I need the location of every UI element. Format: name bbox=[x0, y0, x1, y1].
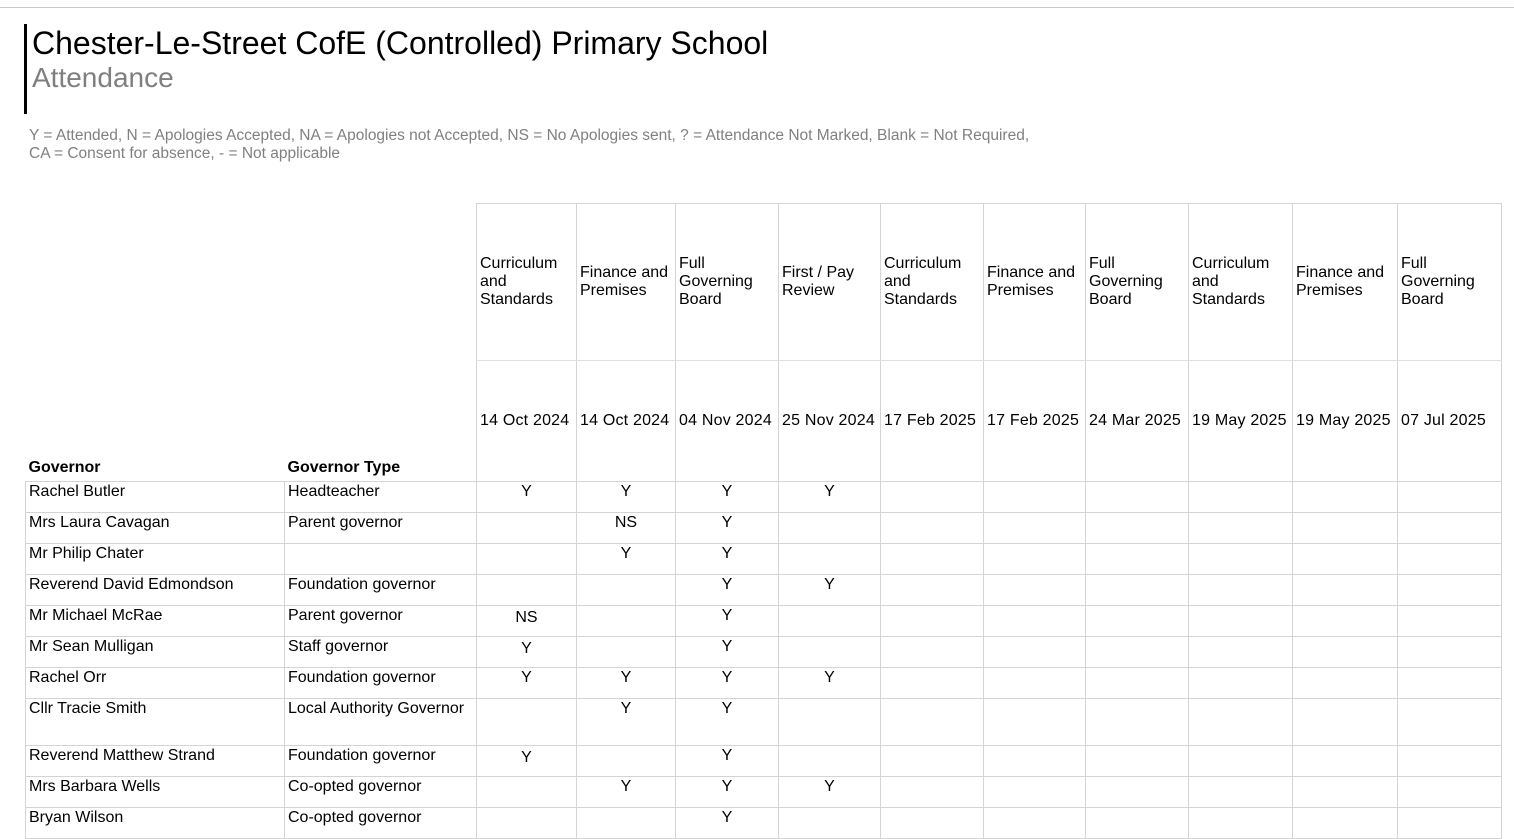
attendance-cell bbox=[1189, 637, 1293, 668]
attendance-table bbox=[25, 203, 1502, 839]
table-row bbox=[26, 668, 1502, 699]
attendance-cell bbox=[577, 668, 676, 699]
attendance-cell bbox=[1293, 544, 1398, 575]
attendance-cell bbox=[1398, 482, 1502, 513]
attendance-cell bbox=[984, 575, 1086, 606]
attendance-mark: Y bbox=[721, 514, 733, 531]
governor-type bbox=[285, 544, 477, 575]
attendance-cell bbox=[676, 575, 779, 606]
attendance-mark: Y bbox=[824, 669, 835, 686]
attendance-cell bbox=[881, 668, 984, 699]
attendance-cell bbox=[1086, 777, 1189, 808]
table-row bbox=[26, 637, 1502, 668]
attendance-cell bbox=[676, 637, 779, 668]
attendance-cell bbox=[779, 482, 881, 513]
attendance-cell bbox=[1398, 668, 1502, 699]
meeting-date: 07 Jul 2025 bbox=[1398, 361, 1502, 482]
attendance-cell bbox=[779, 544, 881, 575]
attendance-mark: Y bbox=[824, 778, 835, 795]
attendance-cell bbox=[881, 699, 984, 746]
attendance-cell bbox=[1398, 808, 1502, 839]
table-row bbox=[26, 699, 1502, 746]
governor-rows bbox=[26, 482, 1502, 839]
attendance-mark: Y bbox=[721, 545, 733, 562]
meeting-name: Full Governing Board bbox=[1398, 204, 1502, 361]
table-row bbox=[26, 513, 1502, 544]
attendance-cell bbox=[1086, 699, 1189, 746]
attendance-cell bbox=[1189, 777, 1293, 808]
governor-type: Staff governor bbox=[285, 637, 477, 668]
attendance-cell bbox=[881, 482, 984, 513]
meeting-date: 17 Feb 2025 bbox=[881, 361, 984, 482]
attendance-cell bbox=[1398, 606, 1502, 637]
attendance-cell bbox=[779, 746, 881, 777]
governor-type: Foundation governor bbox=[285, 746, 477, 777]
meeting-date: 14 Oct 2024 bbox=[477, 361, 577, 482]
governor-type: Co-opted governor bbox=[285, 808, 477, 839]
attendance-cell bbox=[1086, 808, 1189, 839]
attendance-cell bbox=[881, 746, 984, 777]
governor-name: Mrs Barbara Wells bbox=[26, 777, 285, 808]
table-row bbox=[26, 746, 1502, 777]
meeting-name: Finance and Premises bbox=[577, 204, 676, 361]
attendance-cell bbox=[1086, 637, 1189, 668]
attendance-mark: NS bbox=[614, 514, 638, 531]
attendance-cell bbox=[1293, 575, 1398, 606]
attendance-cell bbox=[1293, 513, 1398, 544]
attendance-cell bbox=[1293, 699, 1398, 746]
attendance-cell bbox=[477, 668, 577, 699]
attendance-mark: Y bbox=[721, 809, 733, 826]
attendance-mark: Y bbox=[721, 576, 733, 593]
attendance-cell bbox=[984, 699, 1086, 746]
governor-type: Local Authority Governor bbox=[285, 699, 477, 746]
attendance-cell bbox=[577, 637, 676, 668]
school-name: Chester-Le-Street CofE (Controlled) Primary School bbox=[32, 25, 769, 61]
attendance-mark: Y bbox=[521, 749, 532, 766]
governor-column-header: Governor bbox=[28, 459, 101, 476]
attendance-mark: Y bbox=[824, 576, 835, 593]
meeting-name: Curriculum and Standards bbox=[881, 204, 984, 361]
attendance-cell bbox=[1398, 699, 1502, 746]
attendance-cell bbox=[477, 699, 577, 746]
attendance-cell bbox=[1189, 606, 1293, 637]
table-row bbox=[26, 482, 1502, 513]
attendance-mark: Y bbox=[721, 638, 733, 655]
meeting-name: First / Pay Review bbox=[779, 204, 881, 361]
legend-line-2: CA = Consent for absence, - = Not applicable bbox=[29, 145, 341, 162]
table-row bbox=[26, 575, 1502, 606]
governor-type: Headteacher bbox=[285, 482, 477, 513]
governor-name: Bryan Wilson bbox=[26, 808, 285, 839]
governor-name: Rachel Orr bbox=[26, 668, 285, 699]
table-row bbox=[26, 606, 1502, 637]
attendance-cell bbox=[676, 777, 779, 808]
attendance-mark: Y bbox=[721, 669, 733, 686]
governor-name: Mr Michael McRae bbox=[26, 606, 285, 637]
attendance-cell bbox=[1086, 575, 1189, 606]
attendance-cell bbox=[779, 808, 881, 839]
attendance-mark: Y bbox=[521, 669, 532, 686]
attendance-cell bbox=[676, 699, 779, 746]
attendance-cell bbox=[984, 668, 1086, 699]
attendance-cell bbox=[779, 575, 881, 606]
attendance-cell bbox=[881, 513, 984, 544]
attendance-cell bbox=[477, 808, 577, 839]
attendance-cell bbox=[1398, 575, 1502, 606]
governor-name: Mr Philip Chater bbox=[26, 544, 285, 575]
governor-name: Reverend Matthew Strand bbox=[26, 746, 285, 777]
attendance-cell bbox=[881, 637, 984, 668]
attendance-cell bbox=[1189, 544, 1293, 575]
attendance-cell bbox=[477, 606, 577, 637]
page-subtitle: Attendance bbox=[32, 62, 174, 93]
attendance-cell bbox=[477, 777, 577, 808]
attendance-cell bbox=[1189, 808, 1293, 839]
attendance-cell bbox=[577, 808, 676, 839]
attendance-mark: Y bbox=[721, 747, 733, 764]
attendance-mark: Y bbox=[620, 483, 632, 500]
attendance-cell bbox=[881, 544, 984, 575]
meeting-date: 17 Feb 2025 bbox=[984, 361, 1086, 482]
attendance-mark: Y bbox=[620, 669, 632, 686]
attendance-cell bbox=[1189, 513, 1293, 544]
meeting-date: 14 Oct 2024 bbox=[577, 361, 676, 482]
attendance-cell bbox=[477, 637, 577, 668]
attendance-cell bbox=[577, 544, 676, 575]
attendance-cell bbox=[1086, 513, 1189, 544]
meeting-name: Curriculum and Standards bbox=[477, 204, 577, 361]
attendance-cell bbox=[1189, 482, 1293, 513]
attendance-cell bbox=[984, 777, 1086, 808]
governor-name: Mrs Laura Cavagan bbox=[26, 513, 285, 544]
attendance-cell bbox=[779, 513, 881, 544]
governor-type: Parent governor bbox=[285, 513, 477, 544]
attendance-cell bbox=[984, 746, 1086, 777]
attendance-cell bbox=[1293, 606, 1398, 637]
governor-name: Cllr Tracie Smith bbox=[26, 699, 285, 746]
attendance-cell bbox=[1189, 668, 1293, 699]
title-block bbox=[24, 24, 768, 114]
attendance-mark: Y bbox=[824, 483, 835, 500]
attendance-cell bbox=[1086, 482, 1189, 513]
attendance-cell bbox=[1293, 482, 1398, 513]
attendance-cell bbox=[984, 544, 1086, 575]
meeting-date-row bbox=[26, 361, 1502, 482]
meeting-date: 24 Mar 2025 bbox=[1086, 361, 1189, 482]
attendance-cell bbox=[881, 575, 984, 606]
attendance-cell bbox=[1189, 746, 1293, 777]
table-row bbox=[26, 808, 1502, 839]
attendance-cell bbox=[577, 513, 676, 544]
governor-name: Rachel Butler bbox=[26, 482, 285, 513]
governor-name: Mr Sean Mulligan bbox=[26, 637, 285, 668]
attendance-cell bbox=[779, 606, 881, 637]
attendance-cell bbox=[984, 606, 1086, 637]
attendance-cell bbox=[984, 513, 1086, 544]
meeting-name: Full Governing Board bbox=[1086, 204, 1189, 361]
attendance-mark: Y bbox=[721, 778, 733, 795]
attendance-cell bbox=[676, 513, 779, 544]
governor-type: Foundation governor bbox=[285, 575, 477, 606]
meeting-name: Curriculum and Standards bbox=[1189, 204, 1293, 361]
attendance-legend bbox=[29, 127, 1109, 163]
attendance-cell bbox=[1189, 575, 1293, 606]
attendance-cell bbox=[676, 482, 779, 513]
attendance-cell bbox=[1398, 637, 1502, 668]
attendance-cell bbox=[1293, 746, 1398, 777]
attendance-cell bbox=[881, 777, 984, 808]
attendance-mark: Y bbox=[721, 607, 733, 624]
attendance-cell bbox=[779, 668, 881, 699]
attendance-mark: Y bbox=[620, 700, 632, 717]
governor-name: Reverend David Edmondson bbox=[26, 575, 285, 606]
attendance-mark: Y bbox=[620, 545, 632, 562]
attendance-cell bbox=[1398, 746, 1502, 777]
attendance-cell bbox=[984, 482, 1086, 513]
attendance-cell bbox=[779, 637, 881, 668]
attendance-cell bbox=[1398, 777, 1502, 808]
attendance-mark: Y bbox=[521, 640, 532, 657]
attendance-cell bbox=[779, 777, 881, 808]
top-divider bbox=[0, 7, 1514, 8]
attendance-mark: Y bbox=[521, 483, 532, 500]
attendance-cell bbox=[676, 746, 779, 777]
attendance-cell bbox=[984, 637, 1086, 668]
attendance-mark: Y bbox=[721, 483, 733, 500]
governor-type: Parent governor bbox=[285, 606, 477, 637]
attendance-cell bbox=[676, 668, 779, 699]
attendance-cell bbox=[1086, 544, 1189, 575]
attendance-mark: Y bbox=[620, 778, 632, 795]
attendance-cell bbox=[1293, 637, 1398, 668]
attendance-cell bbox=[1293, 808, 1398, 839]
attendance-cell bbox=[477, 482, 577, 513]
attendance-mark: NS bbox=[515, 609, 538, 626]
attendance-cell bbox=[1293, 777, 1398, 808]
meeting-date: 19 May 2025 bbox=[1189, 361, 1293, 482]
attendance-cell bbox=[477, 513, 577, 544]
attendance-cell bbox=[676, 606, 779, 637]
attendance-cell bbox=[577, 575, 676, 606]
attendance-cell bbox=[779, 699, 881, 746]
governor-type: Co-opted governor bbox=[285, 777, 477, 808]
governor-type-column-header: Governor Type bbox=[287, 459, 401, 476]
table-row bbox=[26, 544, 1502, 575]
attendance-cell bbox=[477, 746, 577, 777]
attendance-cell bbox=[577, 777, 676, 808]
meeting-name: Finance and Premises bbox=[1293, 204, 1398, 361]
attendance-cell bbox=[577, 699, 676, 746]
meeting-name: Finance and Premises bbox=[984, 204, 1086, 361]
attendance-cell bbox=[1086, 668, 1189, 699]
attendance-cell bbox=[676, 544, 779, 575]
attendance-cell bbox=[1189, 699, 1293, 746]
attendance-cell bbox=[1293, 668, 1398, 699]
attendance-cell bbox=[676, 808, 779, 839]
attendance-cell bbox=[1398, 513, 1502, 544]
meeting-name-row bbox=[26, 204, 1502, 361]
attendance-cell bbox=[881, 808, 984, 839]
meeting-date: 19 May 2025 bbox=[1293, 361, 1398, 482]
attendance-cell bbox=[577, 746, 676, 777]
attendance-cell bbox=[577, 606, 676, 637]
governor-type: Foundation governor bbox=[285, 668, 477, 699]
table-row bbox=[26, 777, 1502, 808]
attendance-cell bbox=[1086, 746, 1189, 777]
attendance-cell bbox=[984, 808, 1086, 839]
attendance-cell bbox=[881, 606, 984, 637]
attendance-cell bbox=[477, 575, 577, 606]
attendance-cell bbox=[1086, 606, 1189, 637]
legend-line-1: Y = Attended, N = Apologies Accepted, NA = Apologies not Accepted, NS = No Apologies sent, ? = Attendance Not Marked, Blank = Not Required, bbox=[29, 127, 1030, 144]
attendance-mark: Y bbox=[721, 700, 733, 717]
meeting-name: Full Governing Board bbox=[676, 204, 779, 361]
attendance-cell bbox=[477, 544, 577, 575]
meeting-date: 25 Nov 2024 bbox=[779, 361, 881, 482]
meeting-date: 04 Nov 2024 bbox=[676, 361, 779, 482]
attendance-cell bbox=[1398, 544, 1502, 575]
attendance-cell bbox=[577, 482, 676, 513]
